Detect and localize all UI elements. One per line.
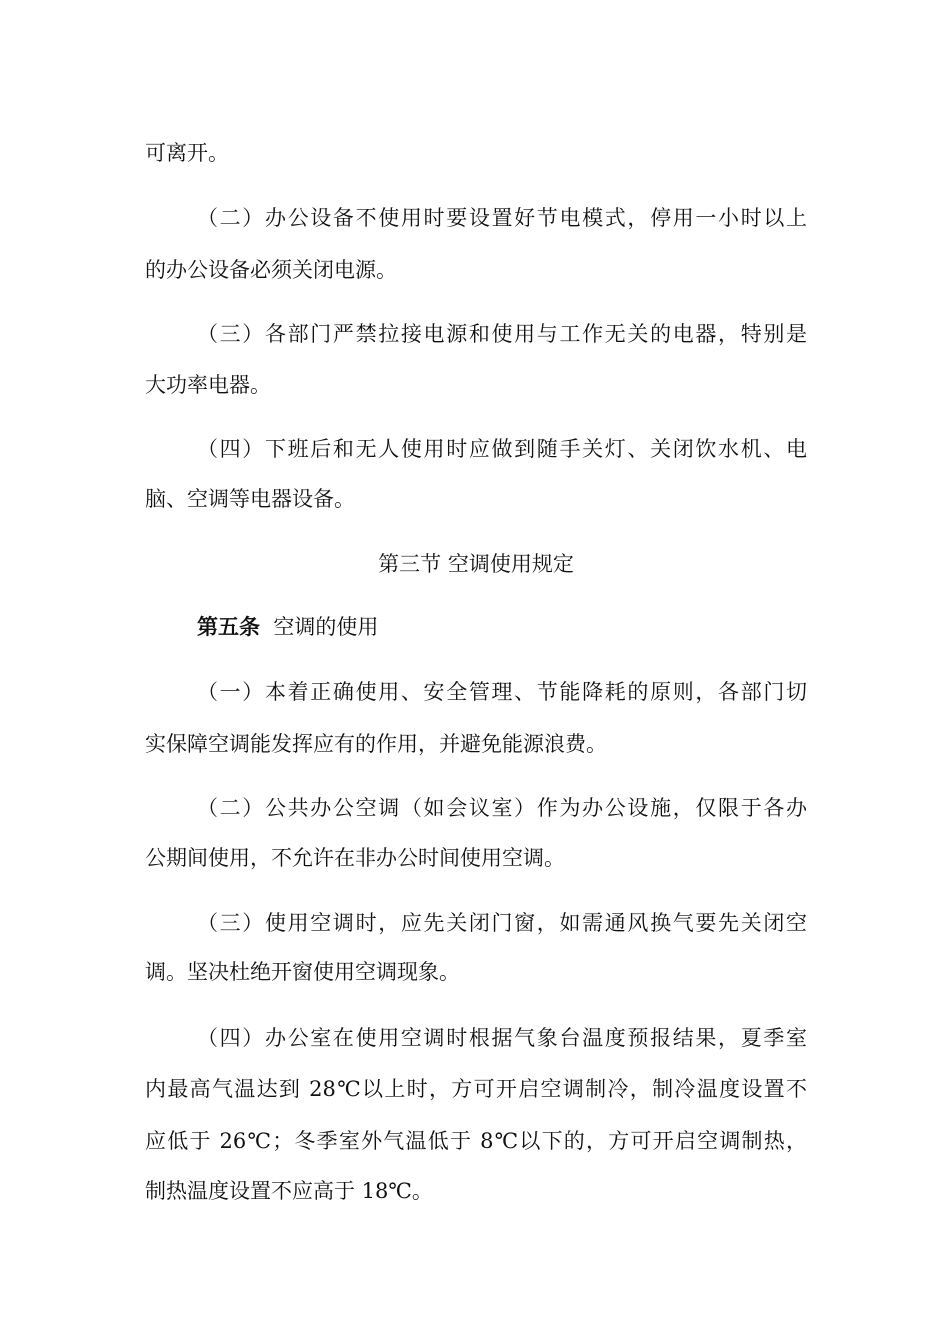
paragraph-line: 的办公设备必须关闭电源。: [145, 258, 397, 282]
paragraph-line: 公期间使用，不允许在非办公时间使用空调。: [145, 846, 565, 870]
article-heading: [145, 613, 807, 641]
paragraph-line: 脑、空调等电器设备。: [145, 487, 355, 511]
paragraph-line: （四）下班后和无人使用时应做到随手关灯、关闭饮水机、电: [197, 437, 807, 461]
paragraph-line: （三）使用空调时，应先关闭门窗，如需通风换气要先关闭空: [197, 911, 807, 935]
paragraph-line: 可离开。: [145, 141, 229, 165]
paragraph-line: （四）办公室在使用空调时根据气象台温度预报结果，夏季室: [197, 1026, 807, 1050]
paragraph-line: 调。坚决杜绝开窗使用空调现象。: [145, 960, 460, 984]
section-heading: 第三节 空调使用规定: [378, 552, 574, 576]
paragraph-line: （二）公共办公空调（如会议室）作为办公设施，仅限于各办: [197, 796, 807, 820]
paragraph-line: 应低于 26℃；冬季室外气温低于 8℃以下的，方可开启空调制热，: [145, 1129, 807, 1153]
document-page: [145, 0, 807, 1344]
article-number: 第五条: [197, 614, 260, 639]
paragraph-line: （三）各部门严禁拉接电源和使用与工作无关的电器，特别是: [197, 322, 807, 346]
paragraph-line: （二）办公设备不使用时要设置好节电模式，停用一小时以上: [197, 206, 807, 230]
paragraph-line: 制热温度设置不应高于 18℃。: [145, 1179, 433, 1203]
paragraph-line: （一）本着正确使用、安全管理、节能降耗的原则，各部门切: [197, 680, 807, 704]
paragraph-line: 大功率电器。: [145, 373, 271, 397]
article-title: 空调的使用: [273, 615, 379, 639]
paragraph-line: 内最高气温达到 28℃以上时，方可开启空调制冷，制冷温度设置不: [145, 1077, 807, 1101]
paragraph-line: 实保障空调能发挥应有的作用，并避免能源浪费。: [145, 732, 607, 756]
